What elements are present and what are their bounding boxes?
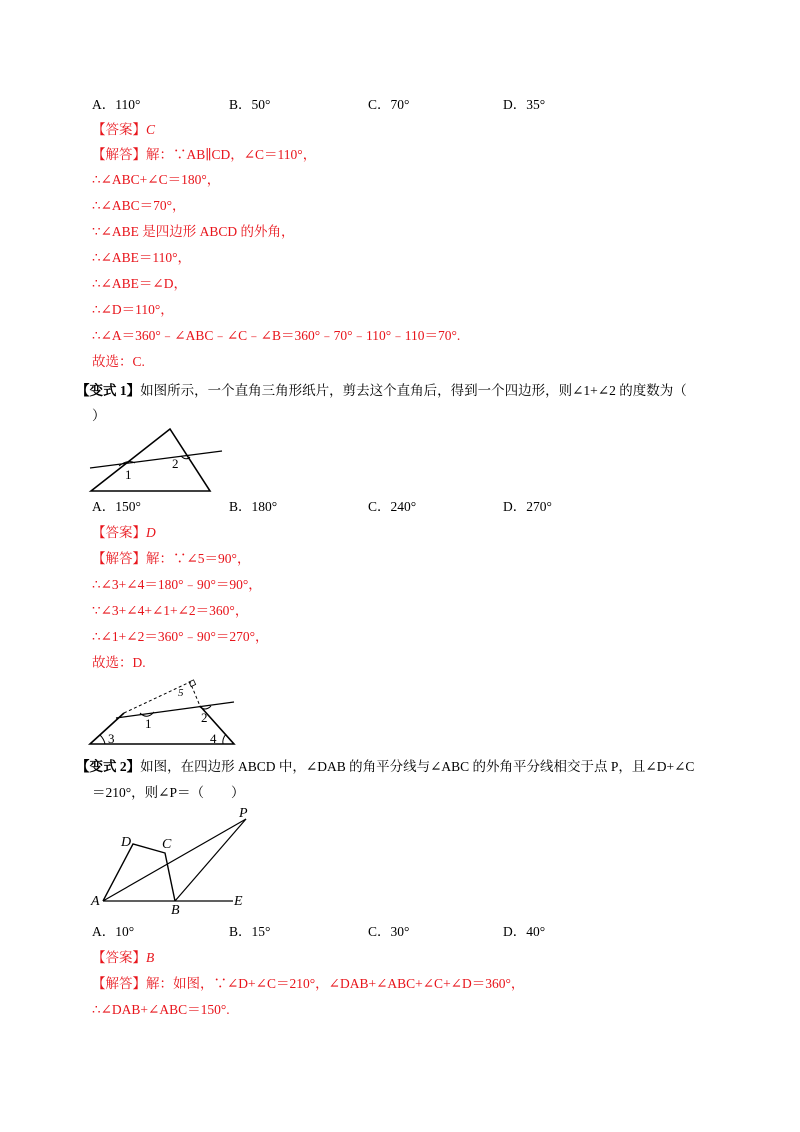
q2-option-a: A．10° <box>92 924 135 939</box>
solution-line: ∴∠DAB+∠ABC＝150°. <box>92 1002 230 1017</box>
q2-tag: 【变式 2】 <box>76 759 141 774</box>
point-label-b: B <box>171 903 180 918</box>
q2-option-c: C．30° <box>368 924 410 939</box>
q0-option-a: A．110° <box>92 97 141 112</box>
q1-stem-close: ） <box>92 408 106 423</box>
segment-bp <box>175 819 246 901</box>
answer-value: D <box>146 525 156 540</box>
solution-line: ∴∠3+∠4＝180°﹣90°＝90°， <box>92 577 262 592</box>
q2-answer <box>92 946 154 970</box>
cut-line <box>116 702 234 718</box>
solution-line: ∴∠D＝110°， <box>92 302 174 317</box>
solution-line: 【解答】解：∵∠5＝90°， <box>92 551 251 566</box>
point-label-e: E <box>234 894 243 909</box>
point-label-d: D <box>121 835 132 850</box>
solution-line: ∴∠ABC+∠C＝180°， <box>92 172 221 187</box>
q2-option-b: B．15° <box>229 924 271 939</box>
q1-option-c: C．240° <box>368 499 417 514</box>
angle-label-4: 4 <box>210 731 217 746</box>
solution-line: 故选：D. <box>92 655 146 670</box>
q0-option-c: C．70° <box>368 97 410 112</box>
angle-label-2: 2 <box>201 710 208 725</box>
q1-option-a: A．150° <box>92 499 141 514</box>
q2-stem-cont: ＝210°，则∠P＝（ ） <box>92 785 245 800</box>
solution-line: ∴∠ABC＝70°， <box>92 198 186 213</box>
q2-figure <box>88 806 260 916</box>
solution-line: 【解答】解：如图，∵∠D+∠C＝210°，∠DAB+∠ABC+∠C+∠D＝360°， <box>92 976 525 991</box>
point-label-a: A <box>91 894 100 909</box>
angle-arc-3 <box>100 735 105 744</box>
q0-option-b: B．50° <box>229 97 271 112</box>
q0-answer <box>92 118 155 142</box>
angle-label-3: 3 <box>108 731 115 746</box>
point-label-c: C <box>162 837 172 852</box>
q1-stem <box>76 379 687 403</box>
angle-label-1: 1 <box>145 716 152 731</box>
q2-stem <box>76 755 694 779</box>
q2-option-d: D．40° <box>503 924 546 939</box>
q1-tag: 【变式 1】 <box>76 383 141 398</box>
right-angle-mark <box>189 680 196 687</box>
angle-label-2: 2 <box>172 456 179 471</box>
point-label-p: P <box>239 806 248 821</box>
answer-value: C <box>146 122 156 137</box>
quadrilateral-abcd <box>103 844 175 901</box>
q1-option-d: D．270° <box>503 499 552 514</box>
solution-line: ∴∠ABE＝110°， <box>92 250 192 265</box>
solution-line: ∵∠3+∠4+∠1+∠2＝360°， <box>92 603 249 618</box>
q1-solution-figure <box>88 678 240 748</box>
answer-label: 【答案】 <box>92 122 146 137</box>
answer-label: 【答案】 <box>92 950 146 965</box>
solution-line: ∴∠ABE＝∠D， <box>92 276 187 291</box>
solution-line: 【解答】解：∵AB∥CD，∠C＝110°， <box>92 147 317 162</box>
solution-line: 故选：C. <box>92 354 145 369</box>
q2-stem-text: 如图，在四边形 ABCD 中，∠DAB 的角平分线与∠ABC 的外角平分线相交于点 P，且∠D+∠C <box>140 759 695 774</box>
answer-label: 【答案】 <box>92 525 146 540</box>
angle-label-1: 1 <box>125 467 132 482</box>
solution-line: ∵∠ABE 是四边形 ABCD 的外角， <box>92 224 295 239</box>
solution-line: ∴∠1+∠2＝360°﹣90°＝270°， <box>92 629 269 644</box>
q1-answer <box>92 521 156 545</box>
angle-label-5: 5 <box>178 687 184 699</box>
q1-stem-text: 如图所示，一个直角三角形纸片，剪去这个直角后，得到一个四边形，则∠1+∠2 的度数为（ <box>140 383 687 398</box>
cut-line <box>90 451 222 468</box>
solution-line: ∴∠A＝360°﹣∠ABC﹣∠C﹣∠B＝360°﹣70°﹣110°﹣110＝70°. <box>92 328 461 343</box>
q1-figure <box>88 425 228 495</box>
answer-value: B <box>146 950 155 965</box>
q0-option-d: D．35° <box>503 97 546 112</box>
q1-option-b: B．180° <box>229 499 278 514</box>
